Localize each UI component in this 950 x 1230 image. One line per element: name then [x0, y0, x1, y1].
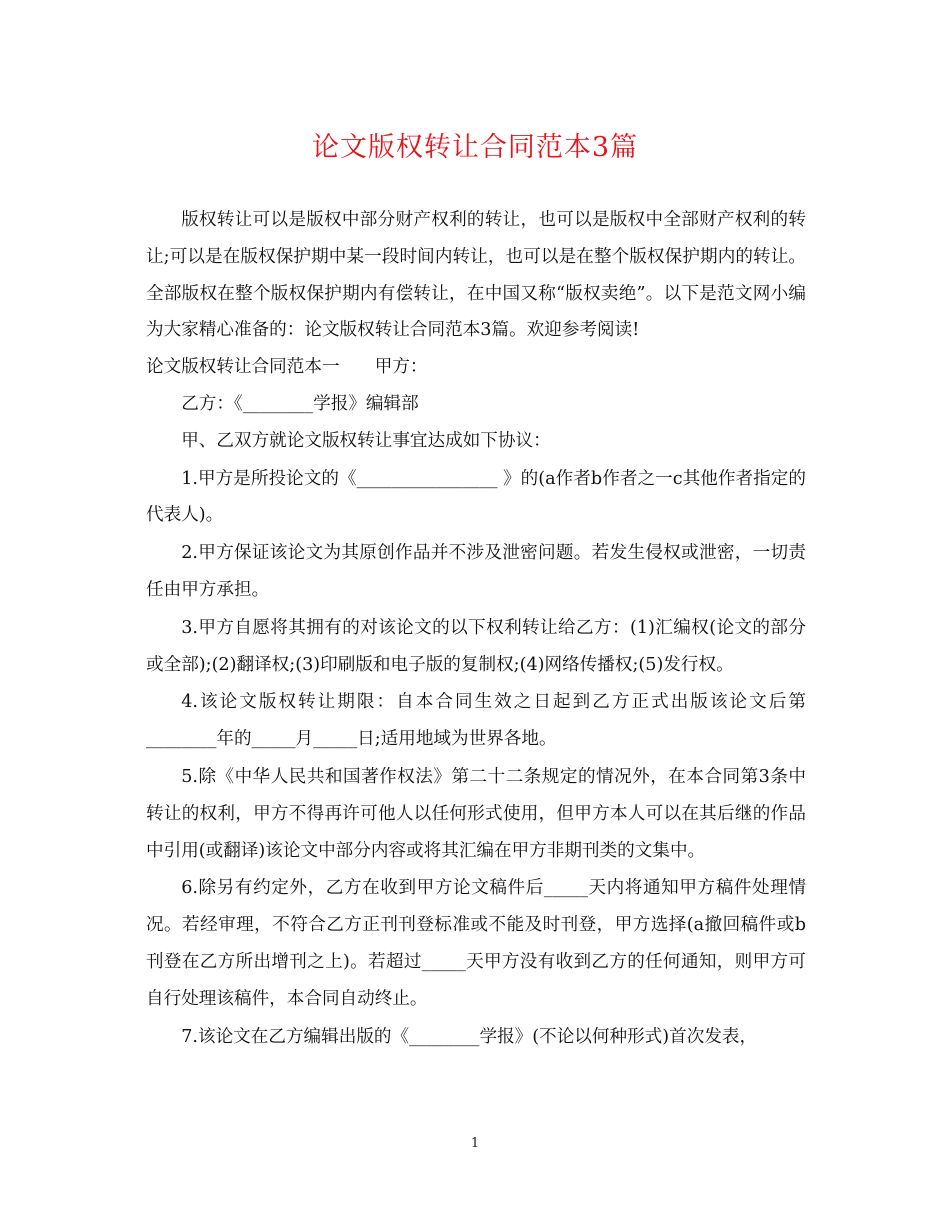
section-heading: 论文版权转让合同范本一 甲方：: [146, 357, 428, 378]
document-body: [146, 202, 806, 1055]
intro-paragraph: 版权转让可以是版权中部分财产权利的转让，也可以是版权中全部财产权利的转让;可以是在版权保护期中某一段时间内转让，也可以是在整个版权保护期内的转让。全部版权在整个版权保护期内有偿转让，在中国又称“版权卖绝”。以下是范文网小编为大家精心准备的：论文版权转让合同范本3篇。欢迎参考阅读!: [146, 210, 806, 341]
clause-paragraph: 4.该论文版权转让期限：自本合同生效之日起到乙方正式出版该论文后第________年的_____月_____日;适用地域为世界各地。: [146, 692, 806, 750]
clause-paragraph: 2.甲方保证该论文为其原创作品并不涉及泄密问题。若发生侵权或泄密，一切责任由甲方承担。: [146, 543, 806, 600]
document-title: 论文版权转让合同范本3篇: [311, 132, 639, 163]
page-number: 1: [470, 1136, 480, 1151]
clause-paragraph: 1.甲方是所投论文的《________________ 》的(a作者b作者之一c其他作者指定的代表人)。: [146, 468, 806, 526]
clause-paragraph: 3.甲方自愿将其拥有的对该论文的以下权利转让给乙方：(1)汇编权(论文的部分或全部);(2)翻译权;(3)印刷版和电子版的复制权;(4)网络传播权;(5)发行权。: [146, 617, 806, 675]
party-b-line: 乙方：《________学报》编辑部: [181, 393, 419, 414]
agreement-lead: 甲、乙双方就论文版权转让事宜达成如下协议：: [181, 430, 551, 451]
clause-paragraph: 5.除《中华人民共和国著作权法》第二十二条规定的情况外，在本合同第3条中转让的权利，甲方不得再许可他人以任何形式使用，但甲方本人可以在其后继的作品中引用(或翻译)该论文中部分内容或将其汇编在甲方非期刊类的文集中。: [146, 766, 806, 861]
clause-paragraph: 6.除另有约定外，乙方在收到甲方论文稿件后_____天内将通知甲方稿件处理情况。若经审理，不符合乙方正刊刊登标准或不能及时刊登，甲方选择(a撤回稿件或b刊登在乙方所出增刊之上)。若超过_____天甲方没有收到乙方的任何通知，则甲方可自行处理该稿件，本合同自动终止。: [146, 878, 806, 1009]
clause-paragraph: 7.该论文在乙方编辑出版的《________学报》(不论以何种形式)首次发表，: [181, 1026, 758, 1047]
